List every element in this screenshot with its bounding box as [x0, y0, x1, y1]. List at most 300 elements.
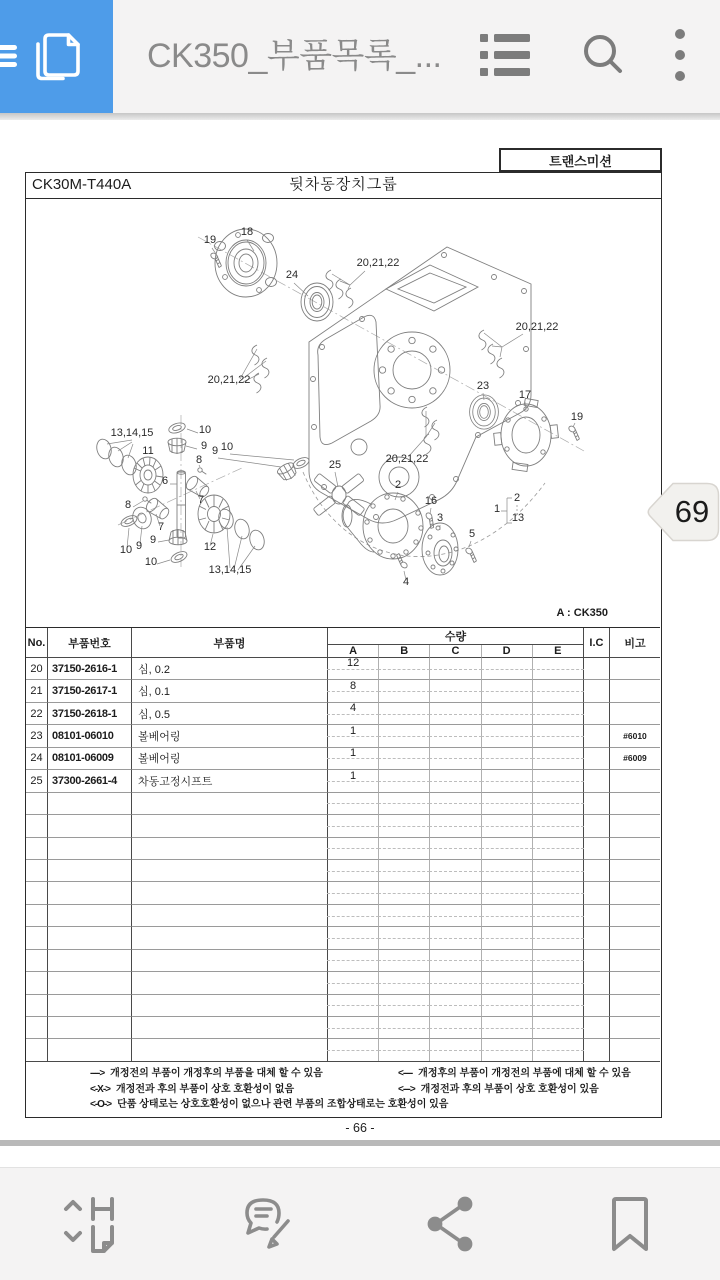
cell-qty-b — [379, 950, 430, 972]
part-number-label: 18 — [240, 226, 254, 238]
part-number-label: 10 — [220, 441, 234, 453]
cell-qty-a — [328, 860, 379, 882]
cell-ic — [584, 815, 610, 837]
cell-ic — [584, 905, 610, 927]
cell-qty-a — [328, 703, 379, 725]
qty-value: 8 — [350, 679, 357, 692]
part-number-label: 9 — [211, 445, 219, 457]
list-view-icon — [478, 32, 532, 78]
sheet-header — [26, 173, 661, 199]
bevel-gear-9a — [168, 438, 186, 454]
cell-remark — [610, 972, 660, 994]
cell-qty-a — [328, 658, 379, 680]
table-row-empty — [26, 860, 660, 882]
cell-qty-a — [328, 680, 379, 702]
table-row-empty — [26, 1039, 660, 1061]
cell-no: 25 — [26, 770, 48, 792]
cell-qty-b — [379, 927, 430, 949]
flange-bolt-holes — [379, 337, 444, 402]
cell-part-number — [48, 995, 132, 1017]
col-quantity: 수량 — [328, 628, 584, 645]
cell-ic — [584, 950, 610, 972]
bevel-gear-9b — [276, 461, 300, 484]
cell-qty-c — [430, 680, 481, 702]
cell-part-number: 37150-2618-1 — [48, 703, 132, 725]
table-row-empty — [26, 927, 660, 949]
cell-qty-d — [482, 950, 533, 972]
part-number-label: 23 — [476, 380, 490, 392]
cell-part-number — [48, 972, 132, 994]
model-code: CK30M-T440A — [32, 176, 132, 193]
washer-10c — [119, 513, 138, 528]
table-row — [26, 770, 660, 792]
housing-18 — [215, 229, 278, 297]
cell-part-number — [48, 905, 132, 927]
qty-value: 1 — [350, 747, 357, 760]
cell-qty-e — [533, 770, 584, 792]
bookmark-button[interactable] — [595, 1190, 665, 1260]
part-number-label: 16 — [424, 495, 438, 507]
cell-qty-c — [430, 1039, 481, 1061]
table-header — [26, 628, 660, 658]
shaft-6 — [177, 471, 186, 538]
cell-qty-d — [482, 1039, 533, 1061]
qty-value: 1 — [350, 769, 357, 782]
cell-qty-a — [328, 793, 379, 815]
cell-remark — [610, 680, 660, 702]
cell-qty-a — [328, 927, 379, 949]
cell-no: 22 — [26, 703, 48, 725]
bolt-8a — [198, 468, 207, 474]
cell-part-name — [132, 838, 328, 860]
cell-part-number — [48, 950, 132, 972]
cell-qty-b — [379, 995, 430, 1017]
part-number-label: 24 — [285, 269, 299, 281]
cell-qty-b — [379, 815, 430, 837]
cell-qty-c — [430, 905, 481, 927]
cell-qty-a — [328, 725, 379, 747]
cell-remark — [610, 838, 660, 860]
cell-qty-d — [482, 838, 533, 860]
cell-no: 24 — [26, 748, 48, 770]
part-number-label: 7 — [157, 521, 165, 533]
cell-qty-e — [533, 927, 584, 949]
part-number-label: 19 — [203, 234, 217, 246]
cell-qty-b — [379, 793, 430, 815]
cell-qty-c — [430, 770, 481, 792]
qty-value: 12 — [346, 657, 360, 670]
cell-qty-c — [430, 703, 481, 725]
cell-qty-c — [430, 972, 481, 994]
cell-qty-d — [482, 995, 533, 1017]
cell-qty-e — [533, 1039, 584, 1061]
part-number-label: 13,14,15 — [110, 427, 154, 439]
cell-qty-d — [482, 793, 533, 815]
cell-no — [26, 995, 48, 1017]
cell-remark — [610, 793, 660, 815]
part-number-label: 13,14,15 — [208, 564, 252, 576]
cell-ic — [584, 882, 610, 904]
legend-line — [26, 1097, 660, 1113]
pinion-7b — [144, 496, 171, 521]
table-body — [26, 658, 660, 1062]
cell-no — [26, 950, 48, 972]
cell-qty-a — [328, 972, 379, 994]
gear-11 — [133, 457, 163, 493]
cell-part-name: 심, 0.1 — [132, 680, 328, 702]
cell-qty-d — [482, 860, 533, 882]
cell-qty-e — [533, 860, 584, 882]
cell-remark — [610, 995, 660, 1017]
cell-remark: #6009 — [610, 748, 660, 770]
cell-qty-c — [430, 725, 481, 747]
bookmark-icon — [606, 1195, 654, 1253]
shim-group-right — [479, 330, 504, 378]
cell-part-name — [132, 995, 328, 1017]
cell-qty-b — [379, 680, 430, 702]
cell-part-number: 37150-2616-1 — [48, 658, 132, 680]
file-menu-button[interactable] — [0, 0, 113, 113]
part-number-label: 4 — [402, 576, 410, 588]
cell-ic — [584, 1017, 610, 1039]
part-number-label: 9 — [149, 534, 157, 546]
cell-part-name — [132, 1017, 328, 1039]
cell-qty-e — [533, 748, 584, 770]
cell-no — [26, 1039, 48, 1061]
bolt-5 — [462, 547, 480, 563]
cell-qty-a — [328, 905, 379, 927]
cell-qty-e — [533, 658, 584, 680]
cell-no — [26, 882, 48, 904]
exploded-parts-diagram — [26, 199, 660, 627]
cell-qty-b — [379, 860, 430, 882]
table-row — [26, 658, 660, 680]
cell-qty-d — [482, 927, 533, 949]
cell-no — [26, 1017, 48, 1039]
cell-no — [26, 793, 48, 815]
cell-qty-a — [328, 1039, 379, 1061]
cell-part-name — [132, 793, 328, 815]
table-row-empty — [26, 905, 660, 927]
legend-item: <---> 개정전과 후의 부품이 상호 호환성이 있음 — [398, 1083, 599, 1095]
cell-part-number — [48, 1039, 132, 1061]
cell-qty-c — [430, 995, 481, 1017]
transmission-case — [309, 247, 531, 523]
cell-qty-a — [328, 1017, 379, 1039]
badge-page-number: 69 — [674, 494, 710, 529]
shim-group-left — [252, 345, 269, 393]
hamburger-icon — [0, 45, 17, 67]
table-row-empty — [26, 1017, 660, 1039]
part-number-label: 5 — [468, 528, 476, 540]
cell-no — [26, 927, 48, 949]
cell-no — [26, 860, 48, 882]
app-toolbar — [0, 0, 720, 113]
cell-qty-b — [379, 658, 430, 680]
qty-value: 4 — [350, 702, 357, 715]
cell-qty-a — [328, 882, 379, 904]
legend-line — [26, 1082, 660, 1098]
cell-part-name — [132, 972, 328, 994]
part-number-label: 8 — [124, 499, 132, 511]
cell-qty-b — [379, 905, 430, 927]
part-number-label: 20,21,22 — [385, 453, 429, 465]
part-number-label: 2 — [394, 479, 402, 491]
cell-qty-e — [533, 838, 584, 860]
cell-qty-d — [482, 680, 533, 702]
diagram-drawing — [26, 199, 660, 627]
table-row — [26, 748, 660, 770]
table-row-empty — [26, 950, 660, 972]
cell-qty-b — [379, 748, 430, 770]
cell-qty-a — [328, 950, 379, 972]
cell-qty-a — [328, 995, 379, 1017]
cell-part-name — [132, 950, 328, 972]
cell-part-number: 37300-2661-4 — [48, 770, 132, 792]
cell-qty-c — [430, 748, 481, 770]
cell-qty-c — [430, 927, 481, 949]
cell-qty-e — [533, 793, 584, 815]
cell-qty-b — [379, 1039, 430, 1061]
cell-remark — [610, 770, 660, 792]
view-mode-button[interactable] — [55, 1190, 125, 1260]
cell-part-number — [48, 838, 132, 860]
cell-no — [26, 838, 48, 860]
table-row-empty — [26, 838, 660, 860]
table-row-empty — [26, 882, 660, 904]
cell-qty-c — [430, 815, 481, 837]
cell-qty-b — [379, 838, 430, 860]
part-number-label: 19 — [570, 411, 584, 423]
part-number-label: 25 — [328, 459, 342, 471]
cell-ic — [584, 838, 610, 860]
cell-qty-a — [328, 838, 379, 860]
part-number-label: 10 — [198, 424, 212, 436]
cell-qty-a — [328, 748, 379, 770]
cell-ic — [584, 658, 610, 680]
cell-qty-b — [379, 882, 430, 904]
cell-qty-c — [430, 658, 481, 680]
cell-qty-c — [430, 838, 481, 860]
cell-remark — [610, 860, 660, 882]
table-row-empty — [26, 793, 660, 815]
bolt-19b — [565, 425, 583, 441]
cell-part-number: 08101-06009 — [48, 748, 132, 770]
part-number-label: 9 — [135, 540, 143, 552]
shim-group-top — [326, 270, 353, 308]
cell-remark — [610, 1039, 660, 1061]
page-separator — [0, 1140, 720, 1146]
cell-qty-e — [533, 995, 584, 1017]
cell-part-number — [48, 793, 132, 815]
cell-ic — [584, 927, 610, 949]
reflow-view-icon — [60, 1193, 120, 1255]
col-part-name: 부품명 — [132, 628, 328, 658]
table-row — [26, 725, 660, 747]
table-row-empty — [26, 815, 660, 837]
search-button[interactable] — [568, 0, 638, 113]
cell-qty-e — [533, 703, 584, 725]
cell-part-name — [132, 1039, 328, 1061]
cell-part-name: 심, 0.5 — [132, 703, 328, 725]
col-no: No. — [26, 628, 48, 658]
cell-part-name: 볼베어링 — [132, 748, 328, 770]
cell-qty-e — [533, 882, 584, 904]
table-row — [26, 703, 660, 725]
washer-10a — [168, 421, 187, 435]
pdf-page — [0, 120, 720, 1140]
part-number-label: 11 — [142, 445, 154, 457]
part-number-label: 20,21,22 — [515, 321, 559, 333]
cell-qty-e — [533, 815, 584, 837]
part-number-label: 9 — [200, 440, 208, 452]
legend-line — [26, 1066, 660, 1082]
cell-qty-d — [482, 658, 533, 680]
comment-edit-icon — [239, 1195, 301, 1253]
cell-no: 21 — [26, 680, 48, 702]
qty-subcol-d: D — [482, 645, 533, 659]
cell-part-number: 37150-2617-1 — [48, 680, 132, 702]
cell-no — [26, 972, 48, 994]
cell-part-number — [48, 815, 132, 837]
cell-part-number — [48, 860, 132, 882]
cell-qty-c — [430, 882, 481, 904]
ring-set-top — [95, 438, 139, 477]
cell-qty-d — [482, 703, 533, 725]
cell-qty-c — [430, 950, 481, 972]
annotate-button[interactable] — [235, 1190, 305, 1260]
part-number-label: 3 — [436, 512, 444, 524]
cell-part-number — [48, 927, 132, 949]
cell-ic — [584, 972, 610, 994]
pdf-viewer — [0, 120, 720, 1140]
cell-ic — [584, 725, 610, 747]
cell-qty-d — [482, 972, 533, 994]
flange-3 — [422, 523, 458, 575]
cell-qty-e — [533, 725, 584, 747]
cell-qty-b — [379, 725, 430, 747]
cell-remark — [610, 815, 660, 837]
cell-ic — [584, 748, 610, 770]
part-number-label: 1 — [493, 503, 501, 515]
cell-qty-e — [533, 680, 584, 702]
page-list-button[interactable] — [470, 0, 540, 113]
legend-item: <-X-> 개정전과 후의 부품이 상호 호환성이 없음 — [90, 1083, 295, 1095]
table-row-empty — [26, 995, 660, 1017]
legend-item: <-O-> 단품 상태로는 상호호환성이 없으나 관련 부품의 조합상태로는 호환성이 있음 — [90, 1099, 449, 1110]
qty-value: 1 — [350, 724, 357, 737]
cell-part-name: 차동고정시프트 — [132, 770, 328, 792]
legend-item: ----> 개정전의 부품이 개정후의 부품을 대체 할 수 있음 — [90, 1068, 323, 1079]
diagram-labels — [111, 226, 584, 588]
cell-part-name: 심, 0.2 — [132, 658, 328, 680]
cell-remark — [610, 950, 660, 972]
cell-no — [26, 905, 48, 927]
cell-part-number — [48, 1017, 132, 1039]
col-remark: 비고 — [610, 628, 660, 658]
part-number-label: 13 — [511, 512, 525, 524]
cell-ic — [584, 680, 610, 702]
cell-remark: #6010 — [610, 725, 660, 747]
part-number-label: 6 — [161, 475, 169, 487]
share-button[interactable] — [415, 1190, 485, 1260]
toolbar-shadow — [0, 113, 720, 120]
cell-remark — [610, 658, 660, 680]
col-ic: I.C — [584, 628, 610, 658]
cell-remark — [610, 882, 660, 904]
cell-qty-c — [430, 1017, 481, 1039]
table-row-empty — [26, 972, 660, 994]
cell-qty-b — [379, 703, 430, 725]
cell-qty-d — [482, 905, 533, 927]
cell-ic — [584, 703, 610, 725]
cell-part-name — [132, 815, 328, 837]
cell-ic — [584, 793, 610, 815]
cell-remark — [610, 905, 660, 927]
part-number-label: 2 — [513, 492, 521, 504]
cell-ic — [584, 1039, 610, 1061]
washer-10d — [169, 549, 188, 564]
part-number-label: 10 — [119, 544, 133, 556]
cell-part-number: 08101-06010 — [48, 725, 132, 747]
cell-part-name — [132, 905, 328, 927]
bevel-gear-9d — [169, 529, 187, 545]
bearing-23 — [470, 395, 499, 429]
cell-qty-c — [430, 793, 481, 815]
legend-item: <---- 개정후의 부품이 개정전의 부품에 대체 할 수 있음 — [398, 1068, 631, 1079]
cell-qty-b — [379, 770, 430, 792]
bearing-24 — [301, 283, 333, 321]
cell-qty-e — [533, 950, 584, 972]
part-number-label: 17 — [518, 389, 532, 401]
cell-part-name — [132, 927, 328, 949]
qty-subcol-b: B — [379, 645, 430, 659]
bottom-toolbar — [0, 1167, 720, 1280]
cell-no: 20 — [26, 658, 48, 680]
parts-sheet-frame — [25, 172, 662, 1118]
section-title: 뒷차동장치그룹 — [289, 176, 398, 193]
more-options-icon — [673, 27, 687, 83]
qty-subcol-a: A — [328, 645, 379, 659]
search-icon — [580, 32, 626, 78]
revision-legend — [26, 1061, 660, 1115]
cell-qty-d — [482, 748, 533, 770]
cell-remark — [610, 1017, 660, 1039]
documents-icon — [0, 0, 113, 113]
page-scrubber-badge[interactable] — [646, 482, 720, 542]
cell-qty-d — [482, 770, 533, 792]
cell-no: 23 — [26, 725, 48, 747]
cell-qty-b — [379, 1017, 430, 1039]
cell-qty-c — [430, 860, 481, 882]
cell-ic — [584, 860, 610, 882]
part-number-label: 20,21,22 — [356, 257, 400, 269]
page-number: - 66 - — [345, 1121, 375, 1135]
cell-ic — [584, 995, 610, 1017]
cell-qty-d — [482, 882, 533, 904]
category-box — [499, 148, 662, 172]
cell-qty-a — [328, 770, 379, 792]
spider-25 — [313, 473, 365, 516]
cell-remark — [610, 703, 660, 725]
cell-qty-b — [379, 972, 430, 994]
cell-remark — [610, 927, 660, 949]
cell-part-name: 볼베어링 — [132, 725, 328, 747]
cell-qty-d — [482, 725, 533, 747]
cell-qty-d — [482, 1017, 533, 1039]
part-number-label: 12 — [203, 541, 217, 553]
overflow-menu-button[interactable] — [650, 0, 710, 113]
